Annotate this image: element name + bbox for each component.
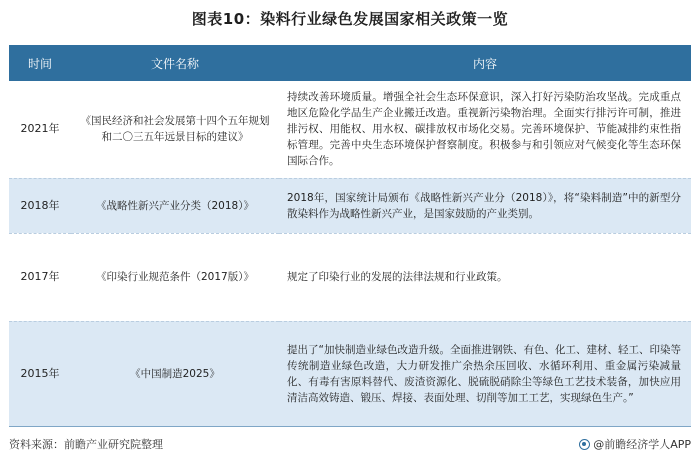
row-document: 《印染行业规范条件（2017版）》 bbox=[71, 233, 279, 321]
row-year: 2018年 bbox=[9, 178, 71, 233]
header-content: 内容 bbox=[279, 45, 691, 81]
row-document: 《战略性新兴产业分类（2018）》 bbox=[71, 178, 279, 233]
brand-text: @前瞻经济学人APP bbox=[593, 438, 691, 451]
row-document: 《国民经济和社会发展第十四个五年规划和二〇三五年远景目标的建议》 bbox=[71, 81, 279, 178]
brand-logo-icon bbox=[579, 439, 590, 450]
row-content: 提出了“加快制造业绿色改造升级。全面推进钢铁、有色、化工、建材、轻工、印染等传统制造业绿色改造，大力研发推广余热余压回收、水循环利用、重金属污染减量化、有毒有害原料替代、废渣资源化、脱硫脱硝除尘等绿色工艺技术装备，加快应用清洁高效铸造、锻压、焊接、表面处理、切削等加工工艺，实现绿色生产。” bbox=[279, 321, 691, 426]
header-document: 文件名称 bbox=[71, 45, 279, 81]
table-header-row bbox=[9, 45, 691, 81]
table-row bbox=[9, 233, 691, 321]
policy-table bbox=[9, 45, 691, 427]
row-content: 2018年，国家统计局颁布《战略性新兴产业分（2018）》，将“染料制造”中的新型分散染料作为战略性新兴产业，是国家鼓励的产业类别。 bbox=[279, 178, 691, 233]
table-row bbox=[9, 178, 691, 233]
brand-credit bbox=[579, 436, 691, 452]
chart-title: 图表10：染料行业绿色发展国家相关政策一览 bbox=[191, 10, 509, 28]
source-note: 资料来源：前瞻产业研究院整理 bbox=[9, 438, 163, 451]
table-row bbox=[9, 81, 691, 178]
row-content: 规定了印染行业的发展的法律法规和行业政策。 bbox=[279, 233, 691, 321]
table-row bbox=[9, 321, 691, 426]
row-year: 2017年 bbox=[9, 233, 71, 321]
row-year: 2021年 bbox=[9, 81, 71, 178]
row-document: 《中国制造2025》 bbox=[71, 321, 279, 426]
row-year: 2015年 bbox=[9, 321, 71, 426]
header-time: 时间 bbox=[9, 45, 71, 81]
row-content: 持续改善环境质量。增强全社会生态环保意识，深入打好污染防治攻坚战。完成重点地区危险化学品生产企业搬迁改造。重视新污染物治理。全面实行排污许可制，推进排污权、用能权、用水权、碳排放权市场化交易。完善环境保护、节能减排约束性指标管理。完善中央生态环境保护督察制度。积极参与和引领应对气候变化等生态环保国际合作。 bbox=[279, 81, 691, 178]
